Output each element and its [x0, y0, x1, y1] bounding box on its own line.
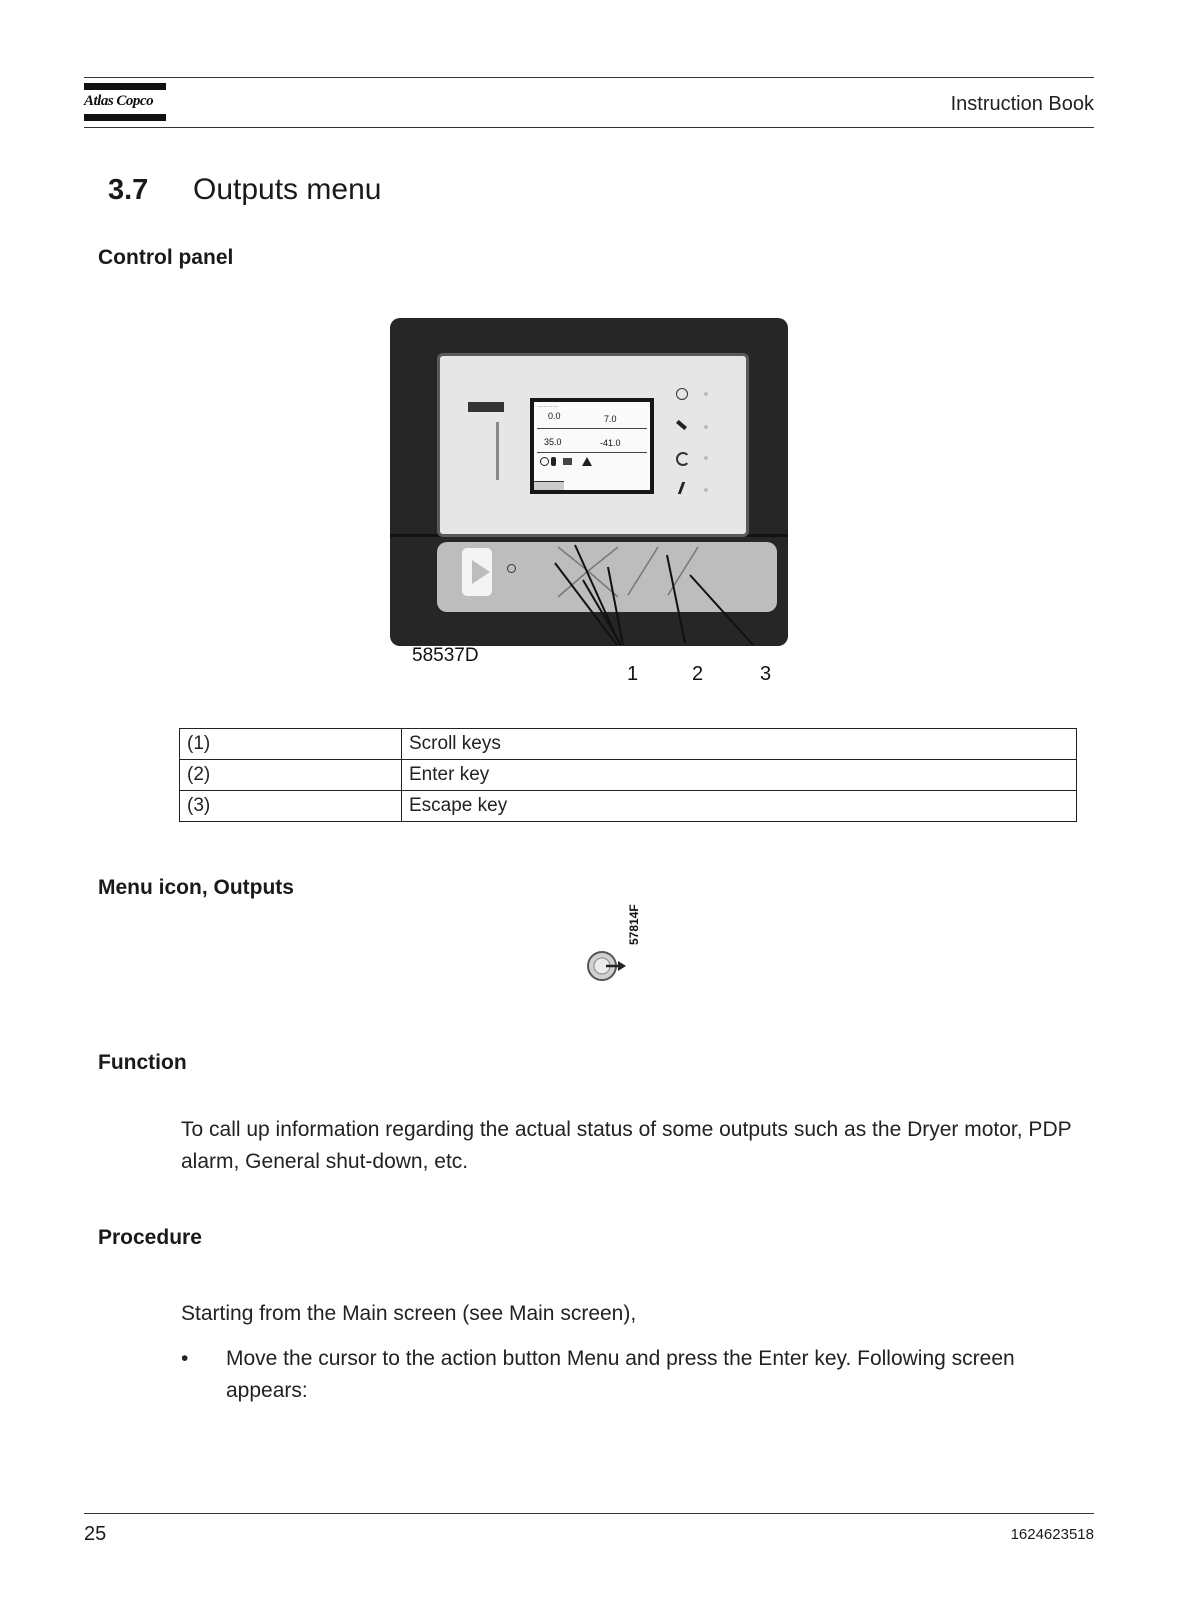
- section-title: Outputs menu: [193, 173, 382, 206]
- warning-icon: [582, 457, 592, 466]
- screen-label-1: — — — —: [538, 403, 558, 408]
- panel-logo-mark: [468, 402, 504, 412]
- led-indicator: [704, 425, 708, 429]
- screen-status-icon: [551, 457, 556, 466]
- key-divider: [668, 547, 698, 595]
- document-number: 1624623518: [1010, 1526, 1094, 1543]
- header-rule-top: [84, 77, 1094, 78]
- function-heading: Function: [98, 1051, 187, 1074]
- legend-label: Escape key: [402, 791, 1077, 822]
- procedure-intro: Starting from the Main screen (see Main screen),: [181, 1302, 637, 1325]
- atlas-copco-logo: Atlas Copco: [84, 93, 154, 109]
- led-indicator: [704, 392, 708, 396]
- function-text: To call up information regarding the actual status of some outputs such as the Dryer motor, PDP alarm, General shut-down, etc.: [181, 1118, 1072, 1173]
- screen-menu-button: [534, 481, 564, 490]
- callout-label-1: 1: [627, 663, 639, 685]
- screen-divider-2: [537, 452, 647, 453]
- screen-value-3: 35.0: [544, 437, 562, 447]
- display-screen: [530, 398, 654, 494]
- control-panel-heading: Control panel: [98, 246, 234, 269]
- screen-status-icon: [563, 458, 572, 465]
- procedure-heading: Procedure: [98, 1226, 202, 1249]
- bullet-marker: •: [181, 1347, 189, 1370]
- screen-value-1: 0.0: [548, 411, 561, 421]
- figure-code: 58537D: [412, 645, 479, 666]
- page-number: 25: [84, 1523, 107, 1545]
- logo-bar-bottom: [84, 114, 166, 121]
- screen-value-2: 7.0: [604, 414, 617, 424]
- callout-label-3: 3: [760, 663, 772, 685]
- table-row: [180, 760, 1077, 791]
- document-type: Instruction Book: [950, 93, 1094, 115]
- led-indicator: [704, 488, 708, 492]
- screen-divider-1: [537, 428, 647, 429]
- procedure-step: Move the cursor to the action button Menu and press the Enter key. Following screen appears:: [226, 1347, 1015, 1402]
- scroll-key-outline: [588, 547, 618, 597]
- callout-line-3: [690, 575, 753, 645]
- led-indicator: [704, 456, 708, 460]
- footer-rule: [84, 1513, 1094, 1514]
- legend-ref: (1): [180, 729, 402, 760]
- callout-line-2: [667, 555, 685, 643]
- outputs-icon: [586, 948, 628, 984]
- header-rule-bottom: [84, 127, 1094, 128]
- auto-restart-icon: [676, 452, 690, 466]
- screen-status-icon: [540, 457, 549, 466]
- menu-icon-heading: Menu icon, Outputs: [98, 876, 294, 899]
- callout-line-1: [555, 563, 617, 645]
- legend-ref: (2): [180, 760, 402, 791]
- key-divider: [628, 547, 658, 595]
- legend-ref: (3): [180, 791, 402, 822]
- icon-figure-code: 57814F: [627, 904, 641, 945]
- callout-line-1: [583, 580, 621, 645]
- power-icon: [676, 388, 688, 400]
- callout-label-2: 2: [692, 663, 704, 685]
- legend-label: Scroll keys: [402, 729, 1077, 760]
- panel-vertical-text: [496, 422, 499, 480]
- legend-label: Enter key: [402, 760, 1077, 791]
- table-row: [180, 729, 1077, 760]
- logo-bar-top: [84, 83, 166, 90]
- section-number: 3.7: [108, 174, 149, 206]
- screen-value-4: -41.0: [600, 438, 621, 448]
- key-legend-table: [179, 728, 1077, 822]
- table-row: [180, 791, 1077, 822]
